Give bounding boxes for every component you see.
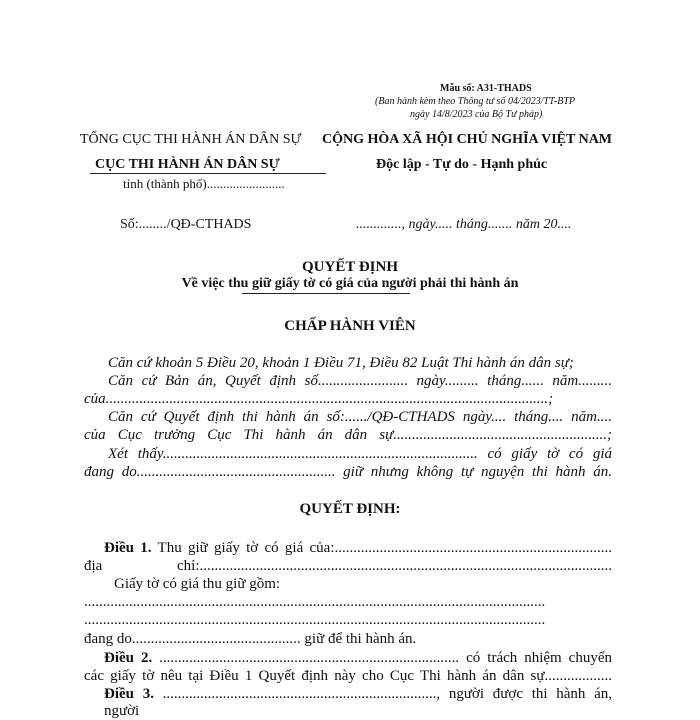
- basis-law: Căn cứ khoản 5 Điều 20, khoản 1 Điều 71, Điều 82 Luật Thi hành án dân sự;: [108, 355, 574, 371]
- national-motto: Độc lập - Tự do - Hạnh phúc: [376, 157, 548, 172]
- article-2-text: ................................................................................ có trách nhiệm chuyển: [152, 650, 612, 666]
- place-date: ............., ngày..... tháng....... năm 20....: [356, 217, 572, 232]
- article-2-line-1: [84, 650, 612, 667]
- article-1-items-intro: Giấy tờ có giá thu giữ gồm:: [114, 576, 281, 592]
- article-1-line-1: [84, 540, 612, 557]
- article-2-line-2: các giấy tờ nêu tại Điều 1 Quyết định này cho Cục Thi hành án dân sự..................: [84, 668, 612, 684]
- form-code: Mẫu số: A31-THADS: [440, 83, 532, 94]
- article-3-text: ........................................................................., người được thi hành án, người: [104, 686, 612, 719]
- agency-underline: [90, 173, 326, 174]
- article-1-items-line-2: ...........................................................................................................................: [84, 612, 546, 628]
- form-note-line-2: ngày 14/8/2023 của Bộ Tư pháp): [410, 109, 543, 120]
- article-3-label: Điều 3.: [104, 686, 154, 702]
- document-subject: Về việc thu giữ giấy tờ có giá của người phải thi hành án: [181, 276, 519, 291]
- agency-parent: TỔNG CỤC THI HÀNH ÁN DÂN SỰ: [80, 132, 302, 147]
- article-1-text: Thu giữ giấy tờ có giá của:..........................................................................: [151, 540, 612, 556]
- basis-judgment-line-2: của......................................................................................................................;: [84, 391, 554, 407]
- article-3-line-1: [84, 686, 612, 720]
- article-2-label: Điều 2.: [104, 650, 153, 666]
- article-1-address: địa chỉ:..............................................................................................................: [84, 558, 612, 574]
- document-number: Số:......../QĐ-CTHADS: [120, 217, 252, 232]
- basis-finding-line-1: Xét thấy.................................................................................... có giấy tờ có giá: [108, 446, 612, 462]
- authority-heading: CHẤP HÀNH VIÊN: [284, 318, 416, 334]
- article-1-label: Điều 1.: [104, 540, 152, 556]
- basis-finding-line-2: đang do..................................................... giữ nhưng không tự nguyện thi hành án.: [84, 464, 612, 480]
- agency-name: CỤC THI HÀNH ÁN DÂN SỰ: [95, 157, 280, 172]
- document-type: QUYẾT ĐỊNH: [302, 259, 398, 275]
- decision-heading: QUYẾT ĐỊNH:: [299, 501, 401, 517]
- form-note-line-1: (Ban hành kèm theo Thông tư số 04/2023/TT-BTP: [375, 96, 575, 107]
- basis-decision-line-2: của Cục trưởng Cục Thi hành án dân sự.........................................................;: [84, 427, 612, 443]
- basis-judgment-line-1: Căn cứ Bản án, Quyết định số........................ ngày......... tháng...... năm.........: [108, 373, 612, 389]
- national-title: CỘNG HÒA XÃ HỘI CHỦ NGHĨA VIỆT NAM: [322, 132, 613, 147]
- article-1-items-line-1: ...........................................................................................................................: [84, 594, 546, 610]
- agency-province: tỉnh (thành phố)........................: [123, 176, 285, 191]
- subject-underline: [242, 293, 410, 294]
- basis-decision-line-1: Căn cứ Quyết định thi hành án số:....../QĐ-CTHADS ngày.... tháng.... năm....: [108, 409, 612, 425]
- article-1-holder: đang do............................................. giữ để thi hành án.: [84, 631, 417, 647]
